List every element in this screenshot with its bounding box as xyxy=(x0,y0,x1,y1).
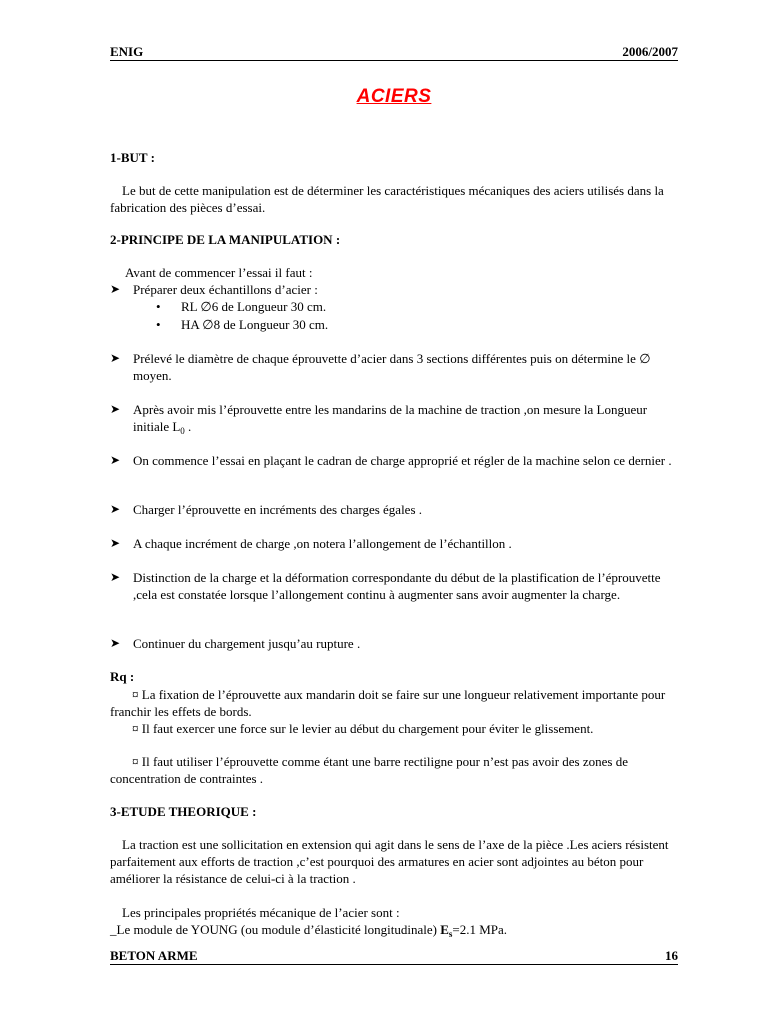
bullet-item: ➤ On commence l’essai en plaçant le cadran de charge approprié et régler de la machine selon ce dernier . xyxy=(110,453,672,468)
bullet-item: ➤ Charger l’éprouvette en incréments des charges égales . xyxy=(110,502,423,517)
header-school: ENIG xyxy=(110,44,144,59)
arrow-bullet-icon: ➤ xyxy=(110,536,121,550)
page-number: 16 xyxy=(665,948,678,963)
arrow-bullet-icon: ➤ xyxy=(110,282,121,296)
but-paragraph: Le but de cette manipulation est de déterminer les caractéristiques mécaniques des aciers utilisés dans la fabrication des pièces d’essai. xyxy=(110,183,664,215)
arrow-bullet-icon: ➤ xyxy=(110,502,121,516)
section-heading-principe: 2-PRINCIPE DE LA MANIPULATION : xyxy=(110,232,341,247)
dot-bullet-icon: • xyxy=(156,299,161,314)
rq-note: ¤ Il faut exercer une force sur le levier au début du chargement pour éviter le glissement. xyxy=(132,721,594,736)
header-year: 2006/2007 xyxy=(622,44,678,59)
arrow-bullet-icon: ➤ xyxy=(110,570,121,584)
page-header xyxy=(110,44,678,61)
bullet-item: ➤ Après avoir mis l’éprouvette entre les mandarins de la machine de traction ,on mesure la Longueur initiale $L_0$ . xyxy=(110,402,648,436)
bullet-item: ➤ A chaque incrément de charge ,on notera l’allongement de l’échantillon . xyxy=(110,536,512,551)
arrow-bullet-icon: ➤ xyxy=(110,402,121,416)
principe-intro: Avant de commencer l’essai il faut : xyxy=(125,265,313,280)
bullet-item: ➤ Distinction de la charge et la déformation correspondante du début de la plastification de l’éprouvette ,cela est constatée lorsque l’allongement continu à augmenter sans avoir augmenter la charge. xyxy=(110,570,661,602)
dot-bullet-icon: • xyxy=(156,317,161,332)
bullet-item: ➤ Continuer du chargement jusqu’au rupture . xyxy=(110,636,361,651)
arrow-bullet-icon: ➤ xyxy=(110,351,121,365)
page-footer xyxy=(110,948,678,965)
page-title: ACIERS xyxy=(356,86,432,107)
arrow-bullet-icon: ➤ xyxy=(110,453,121,467)
etude-paragraph: La traction est une sollicitation en extension qui agit dans le sens de l’axe de la pièce .Les aciers résistent parfaitement aux efforts de traction ,c’est pourquoi des armatures en acier sont adjointes au béton pour améliorer la résistance de celui-ci à la traction . xyxy=(110,837,669,886)
rq-note: ¤ La fixation de l’éprouvette aux mandarin doit se faire sur une longueur relativement importante pour franchir les effets de bords. xyxy=(110,687,666,719)
young-modulus-line: _Le module de YOUNG (ou module d’élasticité longitudinale) $E_s=2.1$ MPa. xyxy=(110,922,508,939)
section-heading-etude: 3-ETUDE THEORIQUE : xyxy=(110,804,257,819)
rq-note: ¤ Il faut utiliser l’éprouvette comme étant une barre rectiligne pour n’est pas avoir des zones de concentration de contraintes . xyxy=(110,754,628,786)
bullet-item: ➤ Prélevé le diamètre de chaque éprouvette d’acier dans 3 sections différentes puis on détermine le ∅ moyen. xyxy=(110,351,651,383)
footer-course: BETON ARME xyxy=(110,948,198,963)
rq-heading: Rq : xyxy=(110,669,135,684)
proprietes-intro: Les principales propriétés mécanique de l’acier sont : xyxy=(122,905,400,920)
section-heading-but: 1-BUT : xyxy=(110,150,155,165)
arrow-bullet-icon: ➤ xyxy=(110,636,121,650)
bullet-item: ➤ Préparer deux échantillons d’acier : xyxy=(110,282,318,297)
